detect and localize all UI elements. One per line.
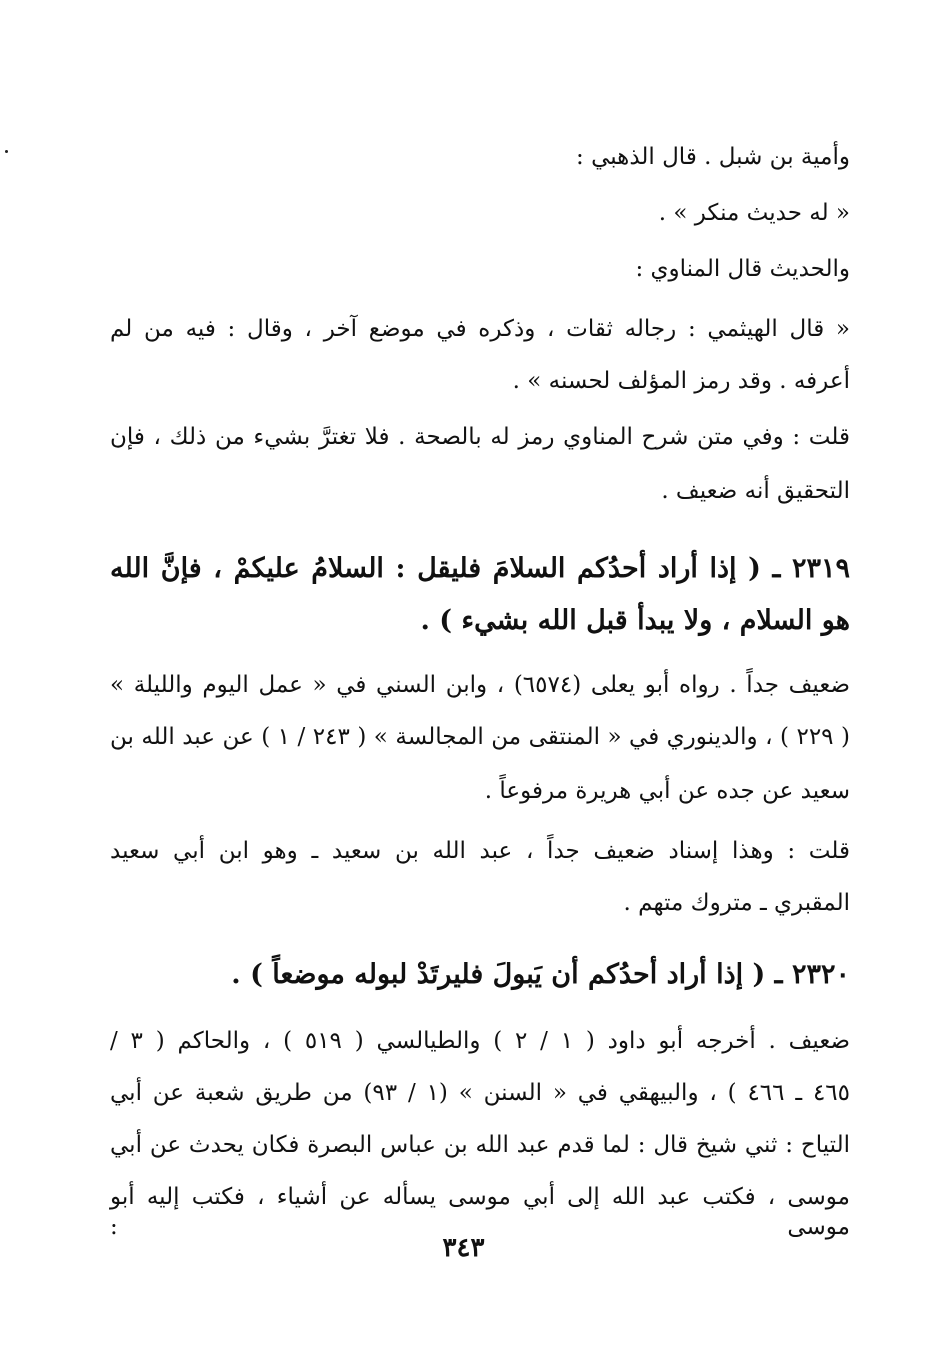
stray-mark [5, 150, 8, 153]
text-line: ( ٢٢٩ ) ، والدينوري في « المنتقى من المجالسة » ( ٢٤٣ / ١ ) عن عبد الله بن [110, 724, 850, 750]
text-line: « قال الهيثمي : رجاله ثقات ، وذكره في موضع آخر ، وقال : فيه من لم [110, 316, 850, 342]
text-line: ٤٦٥ ـ ٤٦٦ ) ، والبيهقي في « السنن » (١ / ٩٣) من طريق شعبة عن أبي [110, 1080, 850, 1106]
text-line: موسى ، فكتب عبد الله إلى أبي موسى يسأله عن أشياء ، فكتب إليه أبو موسى : [110, 1184, 850, 1240]
text-line: ضعيف جداً . رواه أبو يعلى (٦٥٧٤) ، وابن السني في « عمل اليوم والليلة » [110, 672, 850, 698]
text-line: التحقيق أنه ضعيف . [661, 478, 850, 504]
text-line: والحديث قال المناوي : [635, 256, 850, 282]
text-line: قلت : وفي متن شرح المناوي رمز له بالصحة . فلا تغترَّ بشيء من ذلك ، فإن [110, 424, 850, 450]
hadith-heading: ٢٣١٩ ـ ( إذا أراد أحدُكم السلامَ فليقل : السلامُ عليكمْ ، فإنَّ الله [110, 553, 850, 584]
text-line: المقبري ـ متروك متهم . [623, 890, 850, 916]
text-line: أعرفه . وقد رمز المؤلف لحسنه » . [512, 368, 850, 394]
text-line: « له حديث منكر » . [658, 200, 850, 226]
page-number: ٣٤٣ [442, 1233, 485, 1263]
text-line: قلت : وهذا إسناد ضعيف جداً ، عبد الله بن سعيد ـ وهو ابن أبي سعيد [110, 838, 850, 864]
text-line: سعيد عن جده عن أبي هريرة مرفوعاً . [484, 778, 850, 804]
text-line: ضعيف . أخرجه أبو داود ( ١ / ٢ ) والطيالسي ( ٥١٩ ) ، والحاكم ( ٣ / [110, 1028, 850, 1054]
text-line: التياح : ثني شيخ قال : لما قدم عبد الله بن عباس البصرة فكان يحدث عن أبي [110, 1132, 850, 1158]
text-line: وأمية بن شبل . قال الذهبي : [576, 144, 850, 170]
hadith-heading: ٢٣٢٠ ـ ( إذا أراد أحدُكم أن يَبولَ فليرتَدْ لبوله موضعاً ) . [231, 959, 850, 990]
hadith-heading: هو السلام ، ولا يبدأ قبل الله بشيء ) . [420, 605, 850, 636]
